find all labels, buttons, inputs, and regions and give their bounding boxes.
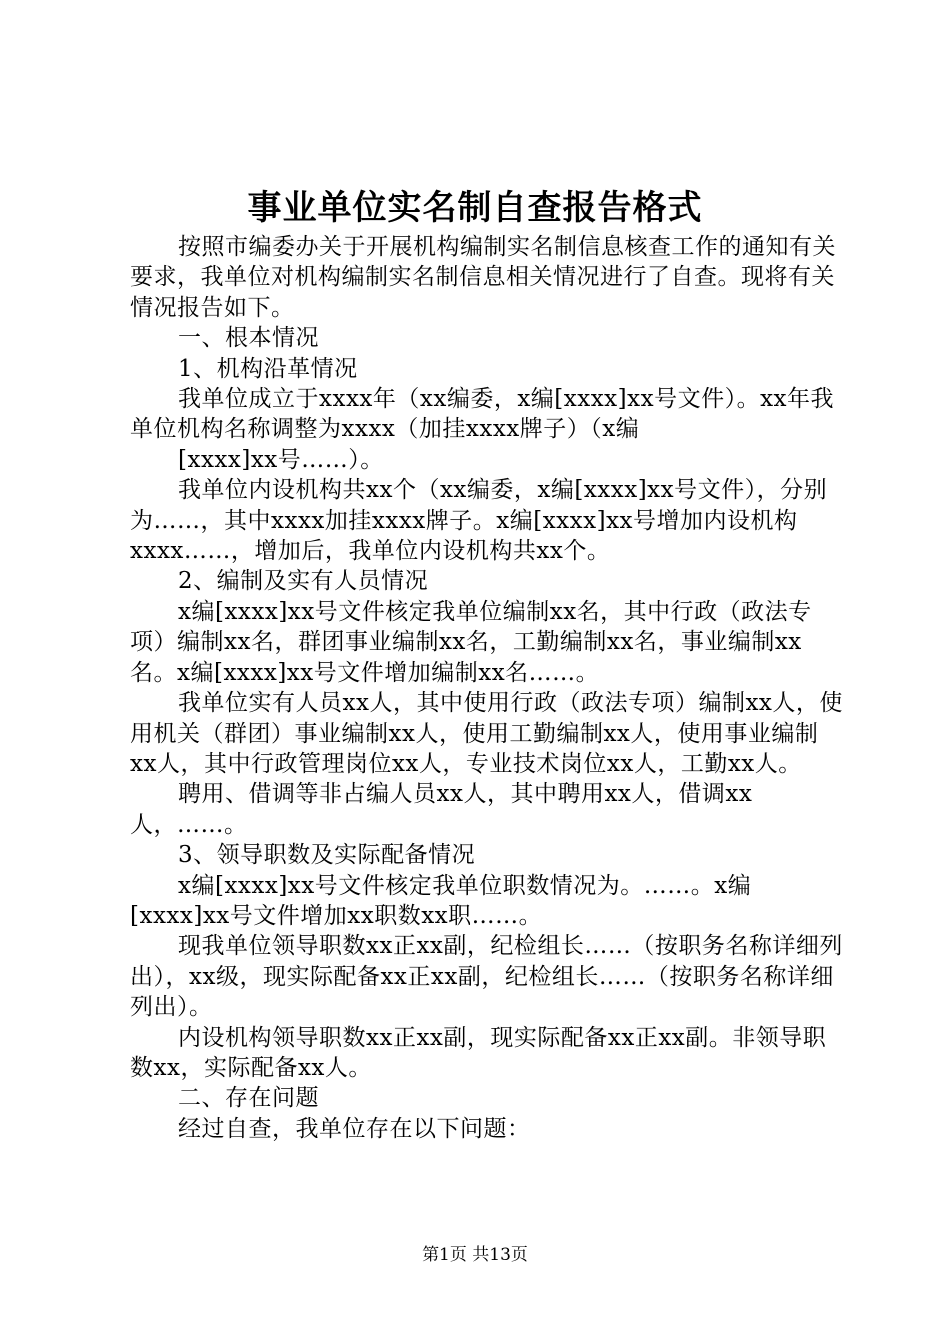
paragraph-leadership-quota: x编[xxxx]xx号文件核定我单位职数情况为。……。x编[xxxx]xx号文件增加xx职数xx职……。 [130, 872, 752, 929]
paragraph-history: 我单位成立于xxxx年（xx编委，x编[xxxx]xx号文件）。xx年我单位机构名称调整为xxxx（加挂xxxx牌子）（x编 [130, 386, 835, 443]
document-body [130, 232, 845, 1144]
paragraph-leadership-actual: 现我单位领导职数xx正xx副，纪检组长……（按职务名称详细列出），xx级，现实际配备xx正xx副，纪检组长……（按职务名称详细列出）。 [130, 933, 843, 1021]
paragraph-history-continued: [xxxx]xx号……）。 [178, 446, 384, 473]
subsection-heading-history: 1、机构沿革情况 [178, 355, 358, 382]
document-title: 事业单位实名制自查报告格式 [247, 188, 703, 228]
paragraph-problems-intro: 经过自查，我单位存在以下问题： [178, 1115, 531, 1142]
paragraph-non-quota-staff: 聘用、借调等非占编人员xx人，其中聘用xx人，借调xx人，……。 [130, 781, 753, 838]
paragraph-actual-staff: 我单位实有人员xx人，其中使用行政（政法专项）编制xx人，使用机关（群团）事业编制xx人，使用工勤编制xx人，使用事业编制xx人，其中行政管理岗位xx人，专业技术岗位xx人，工勤xx人。 [130, 690, 843, 777]
subsection-heading-leadership: 3、领导职数及实际配备情况 [178, 842, 476, 869]
subsection-heading-staffing: 2、编制及实有人员情况 [178, 568, 429, 595]
paragraph-internal-leadership: 内设机构领导职数xx正xx副，现实际配备xx正xx副。非领导职数xx，实际配备xx人。 [130, 1024, 827, 1081]
section-heading-problems: 二、存在问题 [178, 1085, 319, 1112]
section-heading-basic-situation: 一、根本情况 [178, 325, 319, 352]
page-number: 第1页 共13页 [422, 1245, 528, 1265]
paragraph-intro: 按照市编委办关于开展机构编制实名制信息核查工作的通知有关要求，我单位对机构编制实名制信息相关情况进行了自查。现将有关情况报告如下。 [130, 234, 836, 321]
paragraph-internal-units: 我单位内设机构共xx个（xx编委，x编[xxxx]xx号文件），分别为……，其中xxxx加挂xxxx牌子。x编[xxxx]xx号增加内设机构xxxx……，增加后，我单位内设机构共xx个。 [130, 477, 828, 565]
paragraph-staffing-quota: x编[xxxx]xx号文件核定我单位编制xx名，其中行政（政法专项）编制xx名，群团事业编制xx名，工勤编制xx名，事业编制xx名。x编[xxxx]xx号文件增加编制xx名……。 [130, 598, 812, 686]
